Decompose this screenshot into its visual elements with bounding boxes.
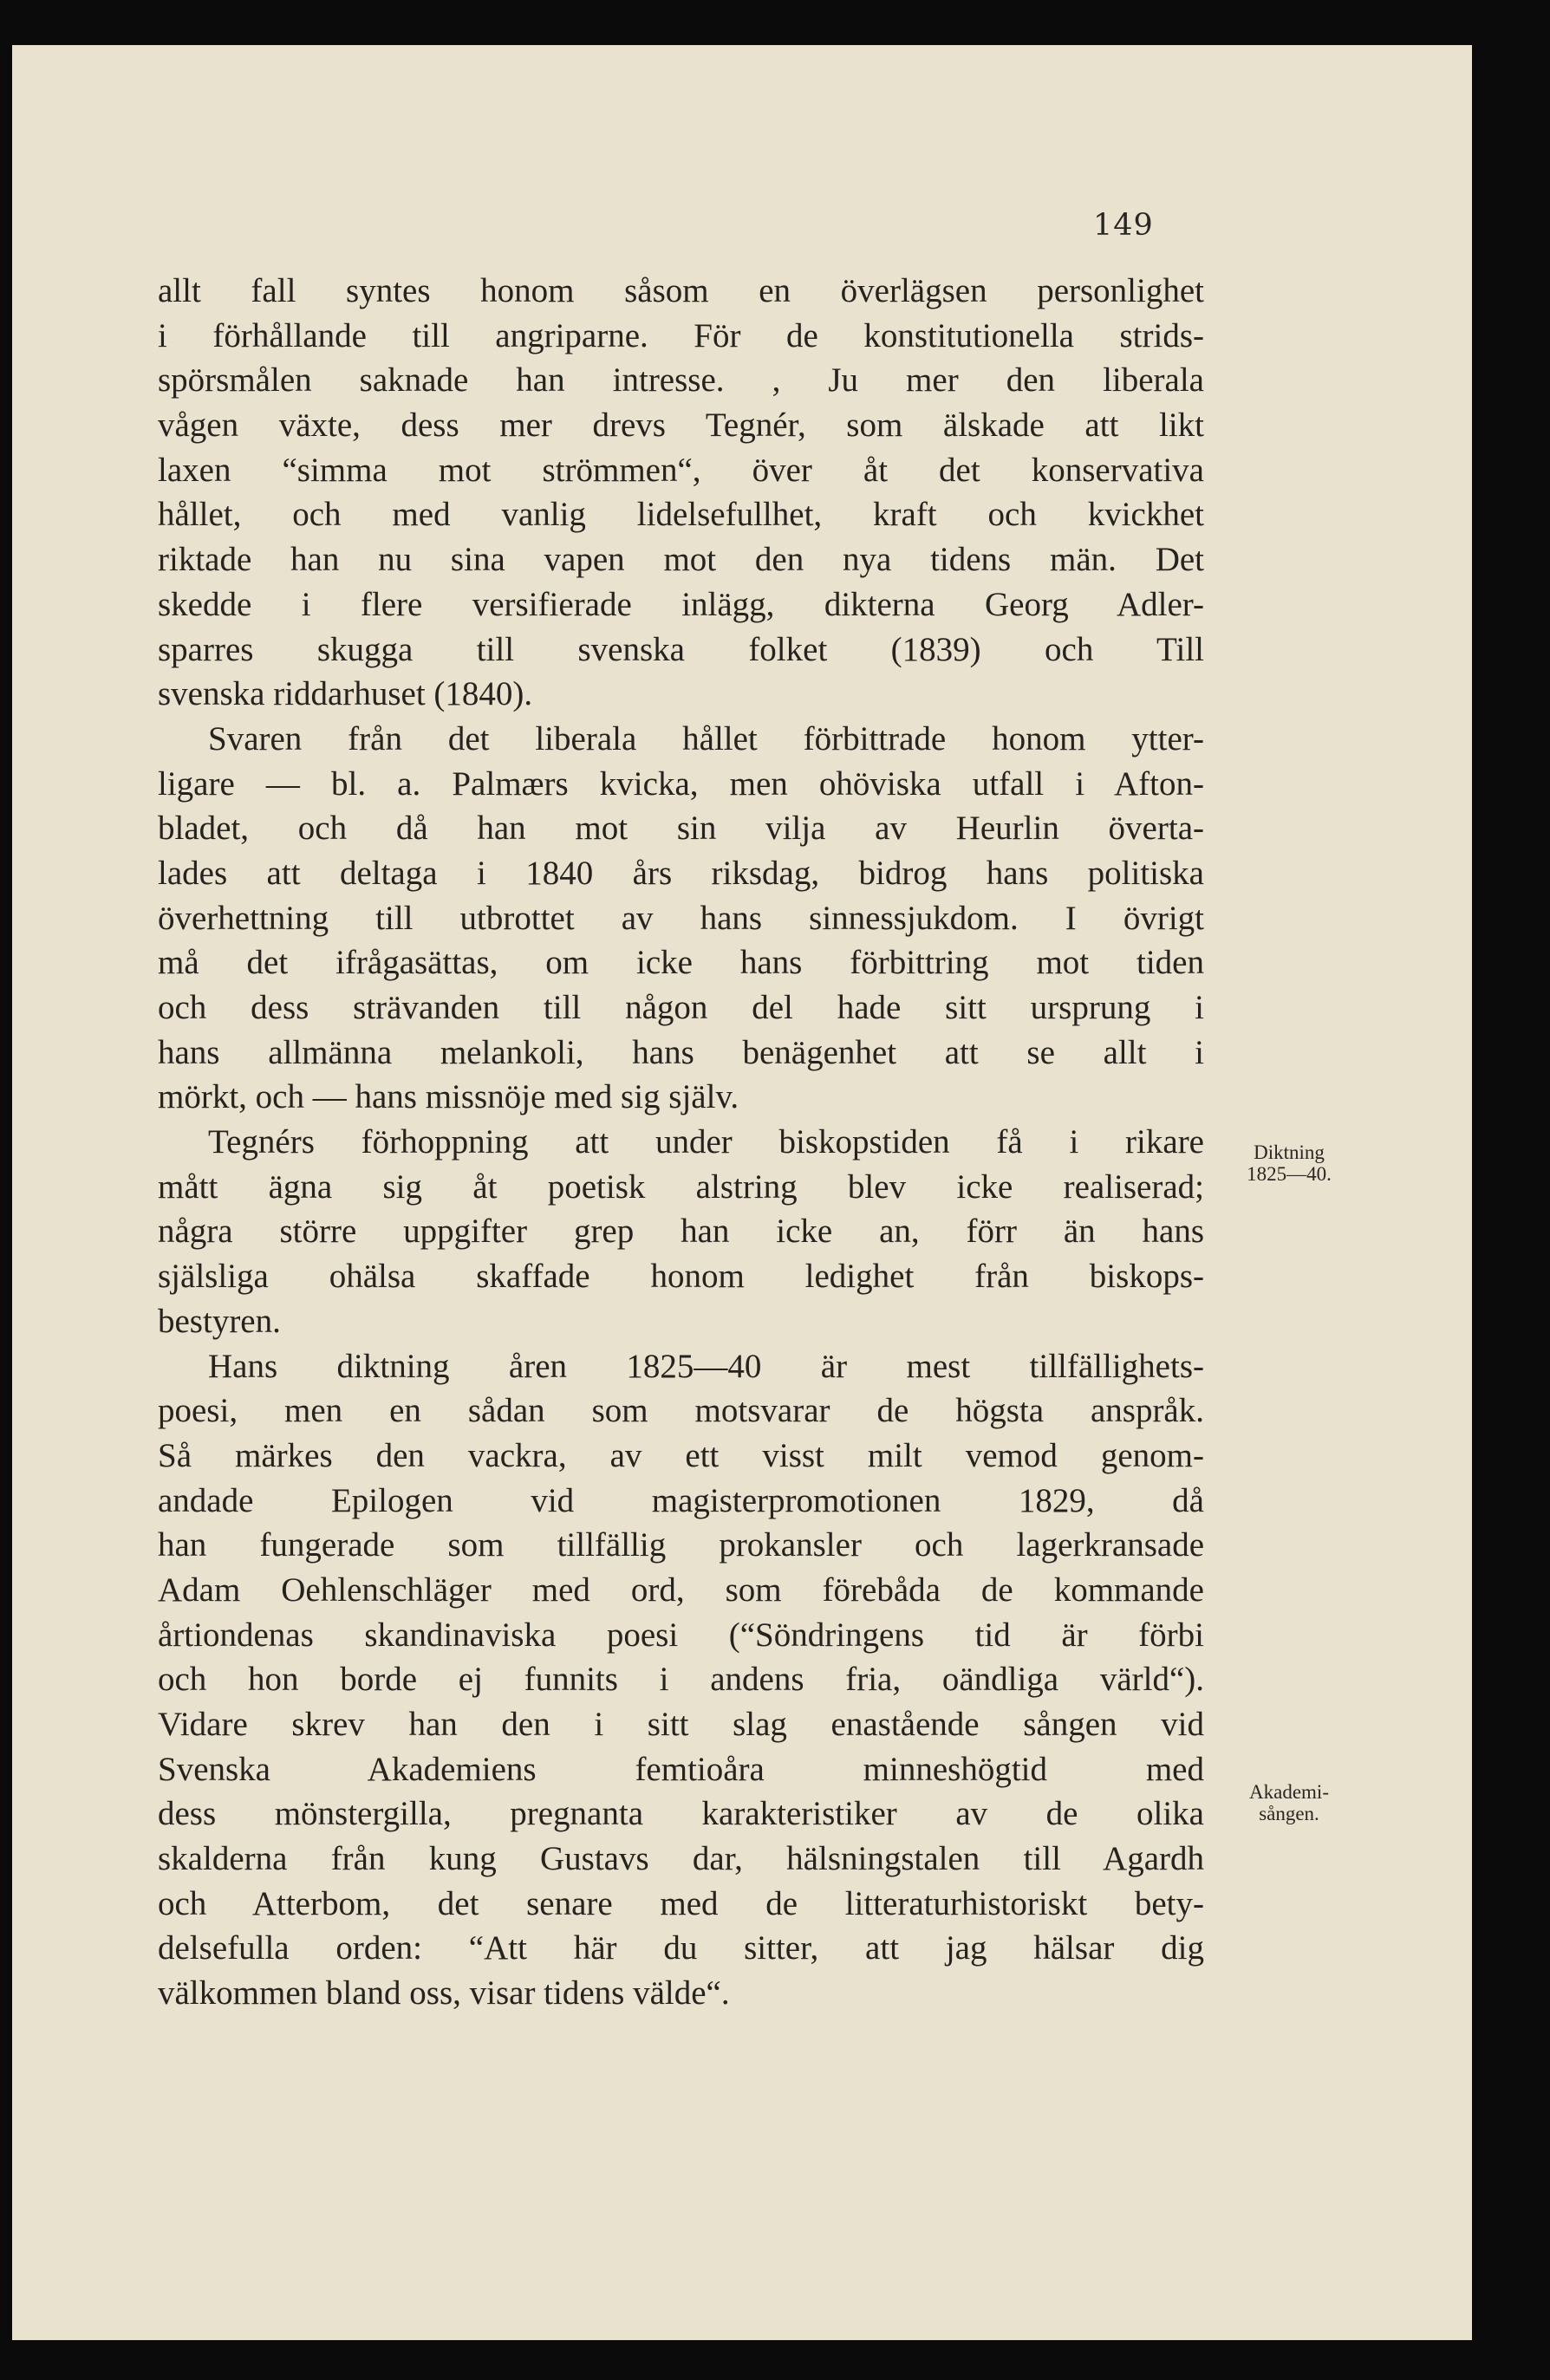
text-line: Hans diktning åren 1825—40 är mest tillfällighets- [208,1347,1204,1385]
text-line: och Atterbom, det senare med de litteraturhistoriskt bety- [158,1884,1204,1922]
text-line: bestyren. [158,1302,281,1340]
text-line: ligare — bl. a. Palmærs kvicka, men ohöviska utfall i Afton- [158,764,1204,803]
text-line: Svenska Akademiens femtioåra minneshögtid med [158,1750,1204,1788]
text-line: överhettning till utbrottet av hans sinnessjukdom. I övrigt [158,899,1204,937]
text-line: delsefulla orden: “Att här du sitter, att jag hälsar dig [158,1929,1204,1967]
text-line: hans allmänna melankoli, hans benägenhet att se allt i [158,1033,1204,1071]
margin-note-line: sången. [1259,1803,1319,1824]
text-line: årtiondenas skandinaviska poesi (“Söndringens tid är förbi [158,1616,1204,1654]
body-text [158,269,1204,2016]
text-line: mått ägna sig åt poetisk alstring blev icke realiserad; [158,1167,1204,1206]
text-line: mörkt, och — hans missnöje med sig själv. [158,1078,739,1116]
page-number: 149 [1093,208,1154,243]
text-line: och dess strävanden till någon del hade sitt ursprung i [158,989,1204,1026]
text-line: må det ifrågasättas, om icke hans förbittring mot tiden [158,944,1204,982]
text-line: allt fall syntes honom såsom en överlägsen personlighet [158,272,1204,309]
margin-note-akademi [1220,1781,1358,1824]
text-line: i förhållande till angriparne. För de konstitutionella strids- [158,316,1204,354]
margin-note-line: 1825—40. [1247,1163,1332,1185]
text-line: några större uppgifter grep han icke an, förr än hans [158,1213,1204,1251]
text-line: riktade han nu sina vapen mot den nya tidens män. Det [158,541,1204,579]
book-page [12,45,1472,2340]
text-line: själsliga ohälsa skaffade honom ledighet från biskops- [158,1258,1204,1296]
text-line: lades att deltaga i 1840 års riksdag, bidrog hans politiska [158,854,1204,892]
text-line: Svaren från det liberala hållet förbittrade honom ytter- [208,719,1204,758]
text-line: bladet, och då han mot sin vilja av Heurlin överta- [158,810,1204,848]
margin-note-line: Akademi- [1249,1781,1329,1803]
text-line: skalderna från kung Gustavs dar, hälsningstalen till Agardh [158,1840,1204,1878]
text-line: Vidare skrev han den i sitt slag enastående sången vid [158,1706,1204,1743]
text-line: spörsmålen saknade han intresse. , Ju mer den liberala [158,361,1204,400]
text-line: och hon borde ej funnits i andens fria, oändliga värld“). [158,1661,1204,1699]
text-line: svenska riddarhuset (1840). [158,675,533,713]
text-line: laxen “simma mot strömmen“, över åt det konservativa [158,451,1204,489]
text-line: andade Epilogen vid magisterpromotionen 1829, då [158,1481,1204,1519]
text-line: poesi, men en sådan som motsvarar de högsta anspråk. [158,1392,1204,1430]
margin-note-line: Diktning [1254,1141,1325,1163]
text-line: Så märkes den vackra, av ett visst milt vemod genom- [158,1436,1204,1474]
text-line: skedde i flere versifierade inlägg, dikterna Georg Adler- [158,585,1204,623]
text-line: vågen växte, dess mer drevs Tegnér, som älskade att likt [158,406,1204,445]
margin-note-diktning [1220,1141,1358,1185]
text-line: hållet, och med vanlig lidelsefullhet, kraft och kvickhet [158,496,1204,534]
text-line: Tegnérs förhoppning att under biskopstiden få i rikare [208,1123,1204,1161]
text-line: han fungerade som tillfällig prokansler och lagerkransade [158,1526,1204,1564]
text-line: Adam Oehlenschläger med ord, som förebåda de kommande [158,1570,1204,1609]
text-line: dess mönstergilla, pregnanta karakteristiker av de olika [158,1795,1204,1833]
text-line: välkommen bland oss, visar tidens välde“. [158,1974,730,2013]
text-line: sparres skugga till svenska folket (1839) och Till [158,630,1204,668]
